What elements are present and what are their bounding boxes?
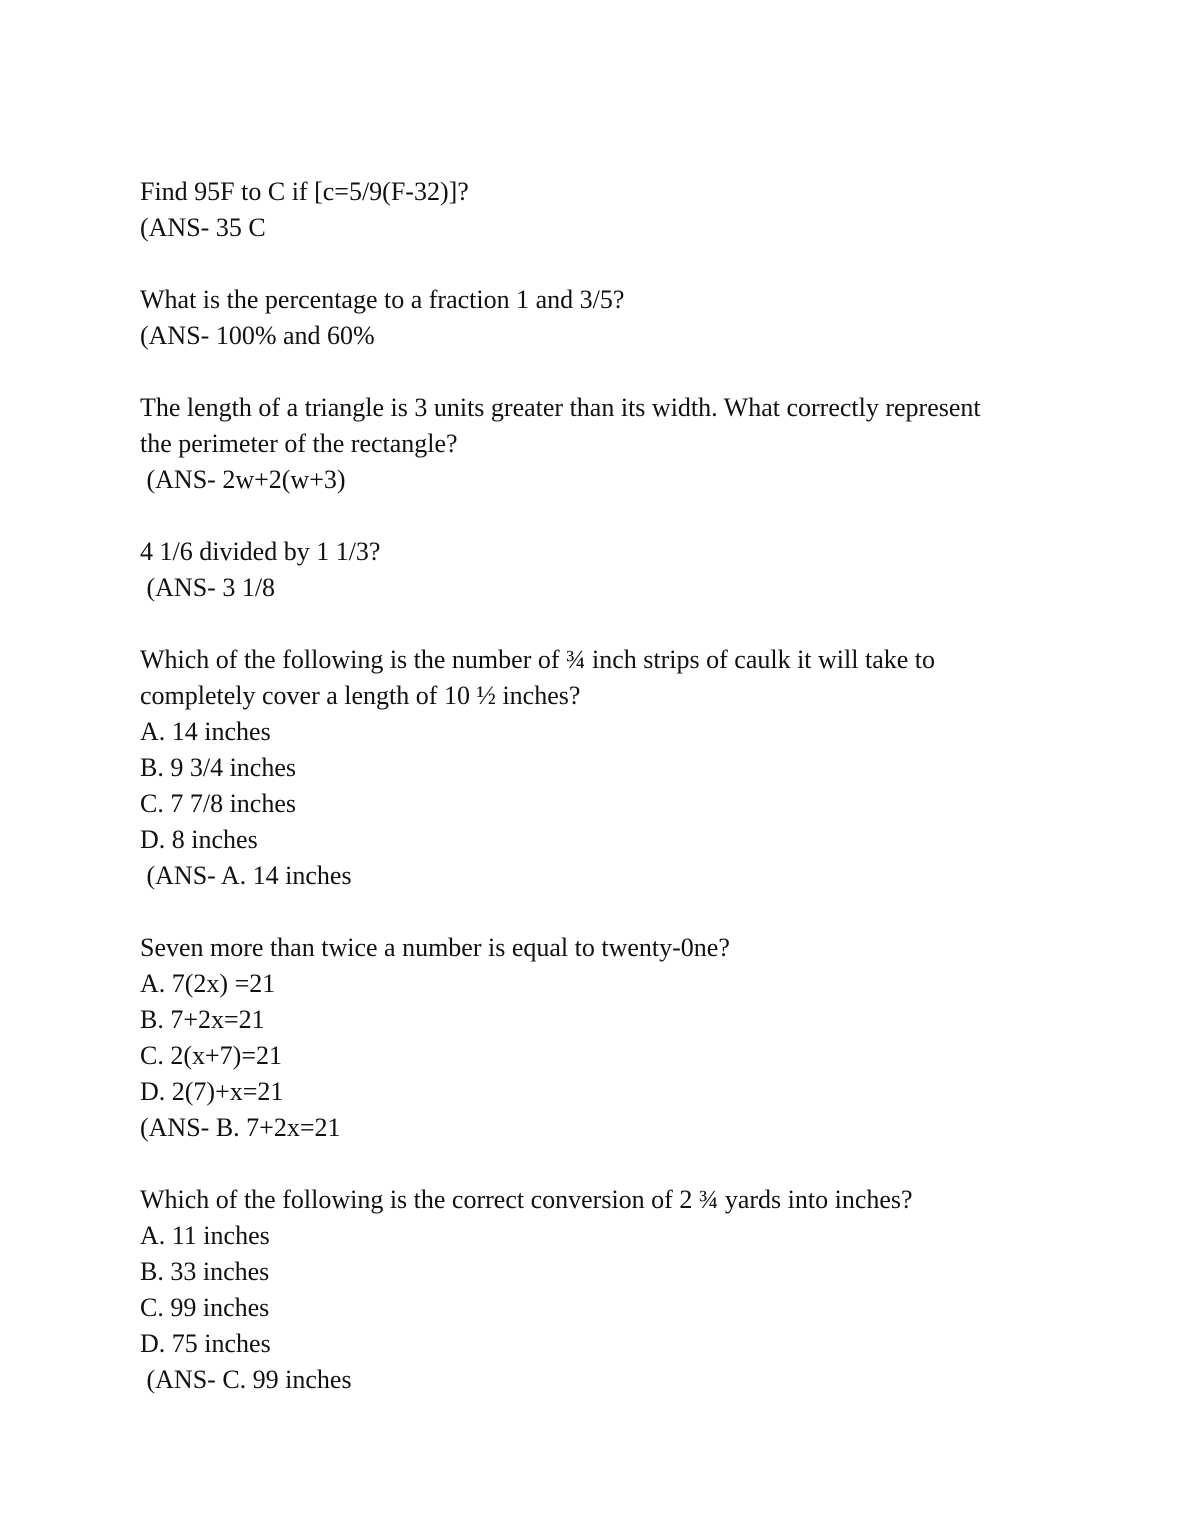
- answer-text: (ANS- 2w+2(w+3): [140, 465, 346, 494]
- answer-text: (ANS- 100% and 60%: [140, 321, 375, 350]
- option-a: A. 7(2x) =21: [140, 969, 276, 998]
- question-text: The length of a triangle is 3 units greater than its width. What correctly represent: [140, 393, 981, 422]
- question-5: [140, 642, 1040, 894]
- question-3: [140, 390, 1040, 498]
- question-text: Which of the following is the number of ¾ inch strips of caulk it will take to: [140, 645, 936, 674]
- question-7: [140, 1182, 1040, 1398]
- option-c: C. 99 inches: [140, 1293, 270, 1322]
- answer-text: (ANS- B. 7+2x=21: [140, 1113, 341, 1142]
- option-b: B. 7+2x=21: [140, 1005, 265, 1034]
- question-text: Find 95F to C if [c=5/9(F-32)]?: [140, 177, 469, 206]
- document-page: [140, 174, 1040, 1434]
- option-d: D. 75 inches: [140, 1329, 271, 1358]
- option-d: D. 8 inches: [140, 825, 258, 854]
- question-text: What is the percentage to a fraction 1 and 3/5?: [140, 285, 625, 314]
- option-c: C. 2(x+7)=21: [140, 1041, 282, 1070]
- question-1: [140, 174, 1040, 246]
- option-b: B. 33 inches: [140, 1257, 270, 1286]
- question-text: 4 1/6 divided by 1 1/3?: [140, 537, 381, 566]
- answer-text: (ANS- 35 C: [140, 213, 266, 242]
- question-text: the perimeter of the rectangle?: [140, 429, 458, 458]
- option-c: C. 7 7/8 inches: [140, 789, 296, 818]
- question-text: Which of the following is the correct conversion of 2 ¾ yards into inches?: [140, 1185, 913, 1214]
- question-6: [140, 930, 1040, 1146]
- option-d: D. 2(7)+x=21: [140, 1077, 284, 1106]
- question-text: Seven more than twice a number is equal to twenty-0ne?: [140, 933, 730, 962]
- option-a: A. 14 inches: [140, 717, 271, 746]
- answer-text: (ANS- 3 1/8: [140, 573, 276, 602]
- question-2: [140, 282, 1040, 354]
- option-a: A. 11 inches: [140, 1221, 270, 1250]
- question-text: completely cover a length of 10 ½ inches?: [140, 681, 581, 710]
- answer-text: (ANS- C. 99 inches: [140, 1365, 352, 1394]
- option-b: B. 9 3/4 inches: [140, 753, 296, 782]
- answer-text: (ANS- A. 14 inches: [140, 861, 352, 890]
- question-4: [140, 534, 1040, 606]
